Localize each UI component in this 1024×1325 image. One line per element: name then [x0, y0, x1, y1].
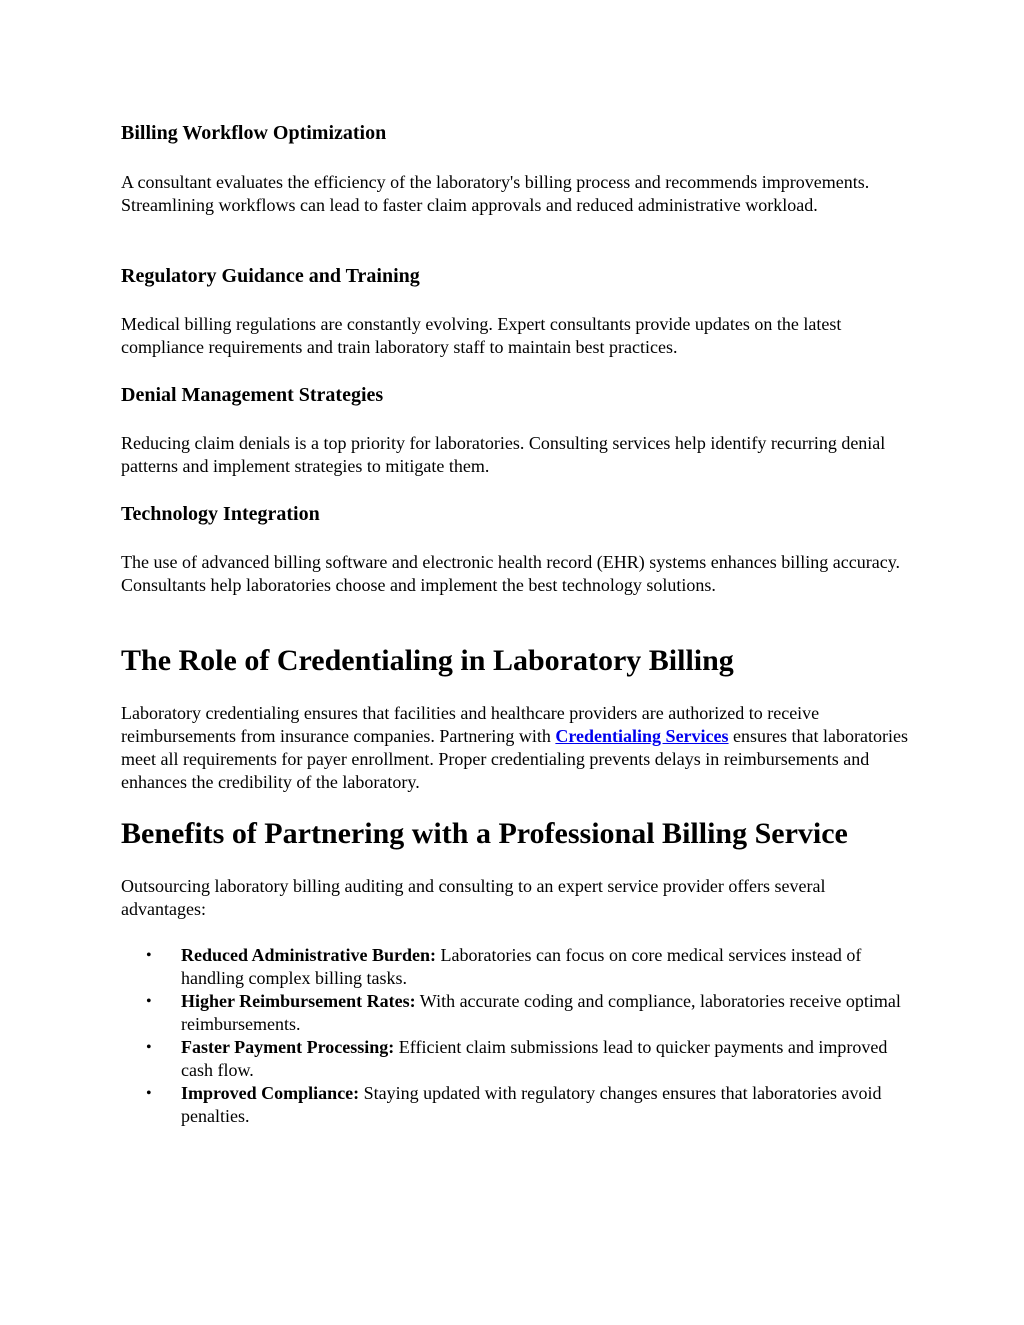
bullet-icon: • — [146, 1085, 152, 1102]
benefits-list — [121, 944, 911, 1128]
section-heading-billing-workflow: Billing Workflow Optimization — [121, 122, 387, 144]
benefit-term: Faster Payment Processing: — [181, 1037, 395, 1057]
benefit-term: Reduced Administrative Burden: — [181, 945, 437, 965]
credentialing-paragraph — [121, 702, 911, 794]
section-heading-regulatory-guidance: Regulatory Guidance and Training — [121, 265, 420, 287]
benefits-heading: Benefits of Partnering with a Professional Billing Service — [121, 817, 848, 850]
benefits-intro: Outsourcing laboratory billing auditing and consulting to an expert service provider offers several advantages: — [121, 876, 826, 919]
benefit-item-faster-payment — [146, 1036, 911, 1082]
section-text-denial-management: Reducing claim denials is a top priority for laboratories. Consulting services help identify recurring denial patterns and implement strategies to mitigate them. — [121, 433, 886, 476]
credentialing-heading: The Role of Credentialing in Laboratory Billing — [121, 644, 734, 677]
benefit-text: With accurate coding and compliance, laboratories receive optimal reimbursements. — [181, 991, 901, 1034]
bullet-icon: • — [146, 1039, 152, 1056]
bullet-icon: • — [146, 993, 152, 1010]
section-text-technology-integration: The use of advanced billing software and electronic health record (EHR) systems enhances billing accuracy. Consultants help laboratories choose and implement the best technology solutions. — [121, 552, 901, 595]
benefit-text: Laboratories can focus on core medical services instead of handling complex billing tasks. — [181, 945, 862, 988]
credentialing-text-before: Laboratory credentialing ensures that facilities and healthcare providers are authorized to receive reimbursements from insurance companies. Partnering with — [121, 703, 820, 746]
section-heading-technology-integration: Technology Integration — [121, 503, 320, 525]
benefit-item-improved-compliance — [146, 1082, 911, 1128]
benefit-item-reduced-burden — [146, 944, 911, 990]
section-text-regulatory-guidance: Medical billing regulations are constantly evolving. Expert consultants provide updates on the latest compliance requirements and train laboratory staff to maintain best practices. — [121, 314, 842, 357]
benefit-term: Higher Reimbursement Rates: — [181, 991, 416, 1011]
benefit-text: Efficient claim submissions lead to quicker payments and improved cash flow. — [181, 1037, 888, 1080]
section-text-billing-workflow: A consultant evaluates the efficiency of the laboratory's billing process and recommends improvements. Streamlining workflows can lead to faster claim approvals and reduced administrative workload. — [121, 172, 870, 215]
credentialing-services-link[interactable]: Credentialing Services — [555, 726, 729, 746]
bullet-icon: • — [146, 947, 152, 964]
section-heading-denial-management: Denial Management Strategies — [121, 384, 384, 406]
benefit-item-higher-reimbursement — [146, 990, 911, 1036]
benefit-text: Staying updated with regulatory changes ensures that laboratories avoid penalties. — [181, 1083, 882, 1126]
benefit-term: Improved Compliance: — [181, 1083, 360, 1103]
credentialing-text-after: ensures that laboratories meet all requirements for payer enrollment. Proper credentialing prevents delays in reimbursements and enhances the credibility of the laboratory. — [121, 726, 908, 792]
